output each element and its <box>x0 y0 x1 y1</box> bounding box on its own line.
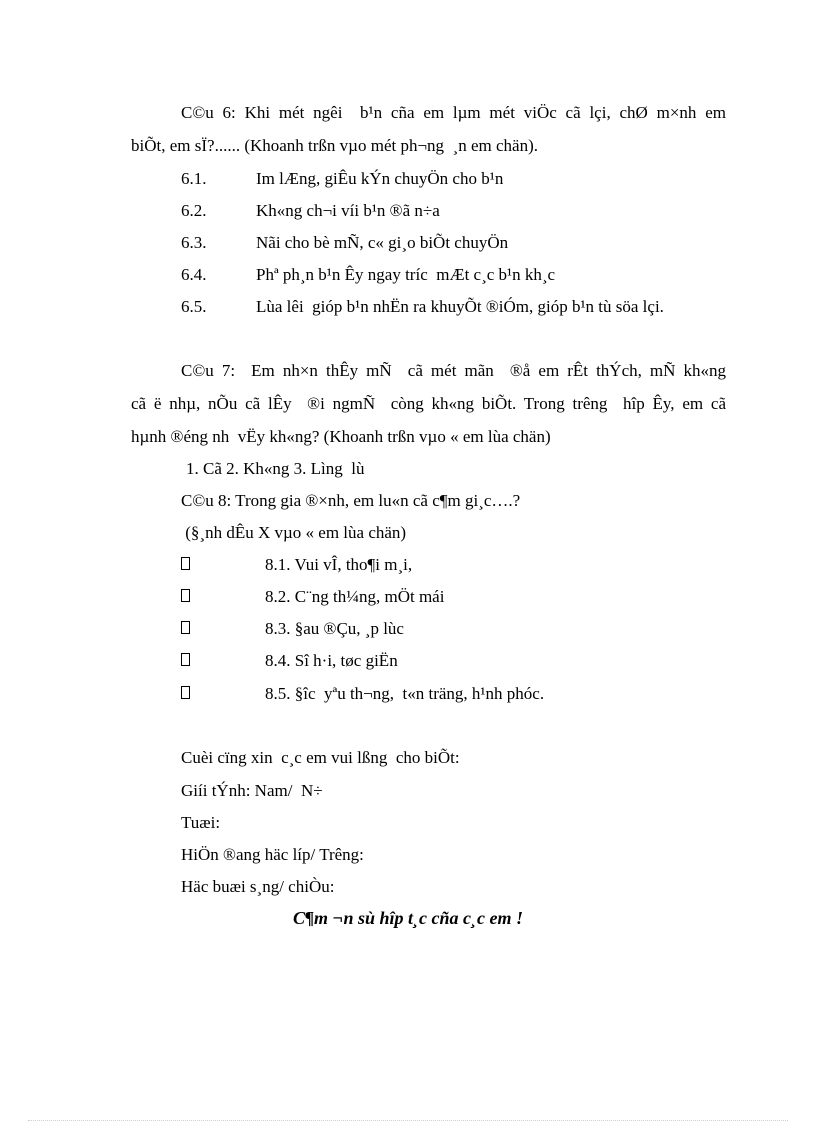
thank-you-note: C¶m ¬n sù hîp t¸c cña c¸c em ! <box>293 908 523 928</box>
page-bottom-divider <box>28 1120 788 1121</box>
closing-intro: Cuèi cïng xin c¸c em vui lßng cho biÕt: <box>181 748 460 767</box>
question-7-text-cont: hµnh ®éng nh vËy kh«ng? (Khoanh trßn vµo « em lùa chän) <box>131 427 551 446</box>
option-text: Nãi cho bè mÑ, c« gi¸o biÕt chuyÖn <box>256 233 509 252</box>
option-text: Kh«ng ch¬i víi b¹n ®ã n÷a <box>256 201 440 220</box>
question-7-answers: 1. Cã 2. Kh«ng 3. Lìng lù <box>186 459 365 478</box>
option-text: 8.1. Vui vÎ, tho¶i m¸i, <box>265 555 413 574</box>
option-number: 6.5. <box>181 297 207 316</box>
option-text: Im lÆng, giÊu kÝn chuyÖn cho b¹n <box>256 169 504 188</box>
age-field: Tuæi: <box>181 813 221 832</box>
question-6-text-cont: biÕt, em sÏ?...... (Khoanh trßn vµo mét ph¬ng ¸n em chän). <box>131 136 538 155</box>
option-number: 6.4. <box>181 265 207 284</box>
checkbox[interactable] <box>181 557 190 570</box>
question-6-text: C©u 6: Khi mét ngêi b¹n cña em lµm mét viÖc cã lçi, chØ m×nh em <box>181 103 726 122</box>
option-number: 6.1. <box>181 169 207 188</box>
gender-field: Giíi tÝnh: Nam/ N÷ <box>181 781 323 800</box>
session-field: Häc buæi s¸ng/ chiÒu: <box>181 877 335 896</box>
question-8-instruction: (§¸nh dÊu X vµo « em lùa chän) <box>181 523 407 542</box>
checkbox[interactable] <box>181 621 190 634</box>
question-8-text: C©u 8: Trong gia ®×nh, em lu«n cã c¶m gi¸c….? <box>181 491 521 510</box>
checkbox[interactable] <box>181 589 190 602</box>
grade-school-field: HiÖn ®ang häc líp/ Trêng: <box>181 845 364 864</box>
option-text: 8.5. §îc yªu th¬ng, t«n träng, h¹nh phóc. <box>265 684 545 703</box>
option-text: 8.2. C¨ng th¼ng, mÖt mái <box>265 587 445 606</box>
checkbox[interactable] <box>181 653 190 666</box>
question-7-text-cont: cã ë nhµ, nÕu cã lÊy ®i ngmÑ còng kh«ng biÕt. Trong trêng hîp Êy, em cã <box>131 394 726 413</box>
option-text: Phª ph¸n b¹n Êy ngay tríc mÆt c¸c b¹n kh¸c <box>256 265 556 284</box>
option-number: 6.3. <box>181 233 207 252</box>
option-number: 6.2. <box>181 201 207 220</box>
checkbox[interactable] <box>181 686 190 699</box>
option-text: 8.4. Sî h·i, tøc giËn <box>265 651 398 670</box>
option-text: 8.3. §au ®Çu, ¸p lùc <box>265 619 404 638</box>
option-text: Lùa lêi gióp b¹n nhËn ra khuyÕt ®iÓm, gióp b¹n tù söa lçi. <box>256 297 664 316</box>
question-7-text: C©u 7: Em nh×n thÊy mÑ cã mét mãn ®å em rÊt thÝch, mÑ kh«ng <box>181 361 726 380</box>
